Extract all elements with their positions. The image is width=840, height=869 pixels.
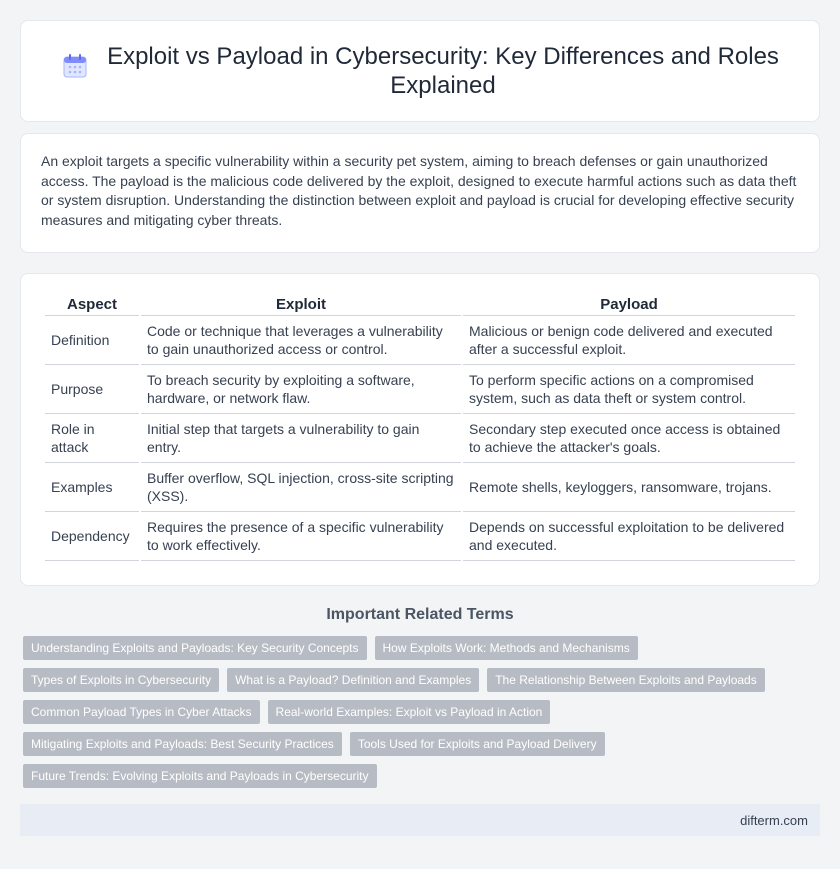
cell-exploit: Initial step that targets a vulnerability to gain entry. [141,414,461,463]
footer-site-link[interactable]: difterm.com [740,812,808,828]
cell-payload: Depends on successful exploitation to be delivered and executed. [463,512,795,561]
related-term-link[interactable]: Types of Exploits in Cybersecurity [23,668,219,692]
comparison-table [43,294,797,561]
table-header-row [45,294,795,316]
cell-exploit: Code or technique that leverages a vulnerability to gain unauthorized access or control. [141,316,461,365]
intro-card [20,133,820,253]
header-card [20,20,820,122]
related-terms-title: Important Related Terms [326,606,514,623]
cell-exploit: To breach security by exploiting a software, hardware, or network flaw. [141,365,461,414]
cell-aspect: Examples [45,463,139,512]
related-term-link[interactable]: Real-world Examples: Exploit vs Payload in Action [268,700,551,724]
table-row [45,512,795,561]
table-row [45,414,795,463]
intro-text: An exploit targets a specific vulnerability within a security pet system, aiming to breach defenses or gain unauthorized access. The payload is the malicious code delivered by the exploit, designed to execute harmful actions such as data theft or system disruption. Understanding the distinction between exploit and payload is crucial for developing effective security measures and mitigating cyber threats. [41,153,797,228]
related-term-link[interactable]: Understanding Exploits and Payloads: Key Security Concepts [23,636,367,660]
related-term-link[interactable]: Future Trends: Evolving Exploits and Payloads in Cybersecurity [23,764,377,788]
cell-payload: To perform specific actions on a compromised system, such as data theft or system control. [463,365,795,414]
related-term-link[interactable]: The Relationship Between Exploits and Payloads [487,668,765,692]
header-aspect: Aspect [45,294,139,316]
header-payload: Payload [463,294,795,316]
related-term-link[interactable]: Tools Used for Exploits and Payload Delivery [350,732,605,756]
calendar-icon [61,52,89,80]
cell-exploit: Requires the presence of a specific vulnerability to work effectively. [141,512,461,561]
related-term-link[interactable]: Mitigating Exploits and Payloads: Best Security Practices [23,732,342,756]
cell-aspect: Dependency [45,512,139,561]
header-exploit: Exploit [141,294,461,316]
table-row [45,463,795,512]
related-term-link[interactable]: What is a Payload? Definition and Examples [227,668,479,692]
cell-aspect: Purpose [45,365,139,414]
related-term-link[interactable]: Common Payload Types in Cyber Attacks [23,700,260,724]
related-terms-list [20,636,780,788]
cell-payload: Malicious or benign code delivered and executed after a successful exploit. [463,316,795,365]
cell-payload: Remote shells, keyloggers, ransomware, trojans. [463,463,795,512]
cell-payload: Secondary step executed once access is obtained to achieve the attacker's goals. [463,414,795,463]
table-row [45,316,795,365]
cell-aspect: Role in attack [45,414,139,463]
cell-exploit: Buffer overflow, SQL injection, cross-site scripting (XSS). [141,463,461,512]
comparison-table-card [20,273,820,586]
footer [20,804,820,836]
page-title: Exploit vs Payload in Cybersecurity: Key Differences and Roles Explained [107,43,779,99]
header-inner [61,42,779,100]
related-term-link[interactable]: How Exploits Work: Methods and Mechanisms [375,636,638,660]
table-row [45,365,795,414]
cell-aspect: Definition [45,316,139,365]
